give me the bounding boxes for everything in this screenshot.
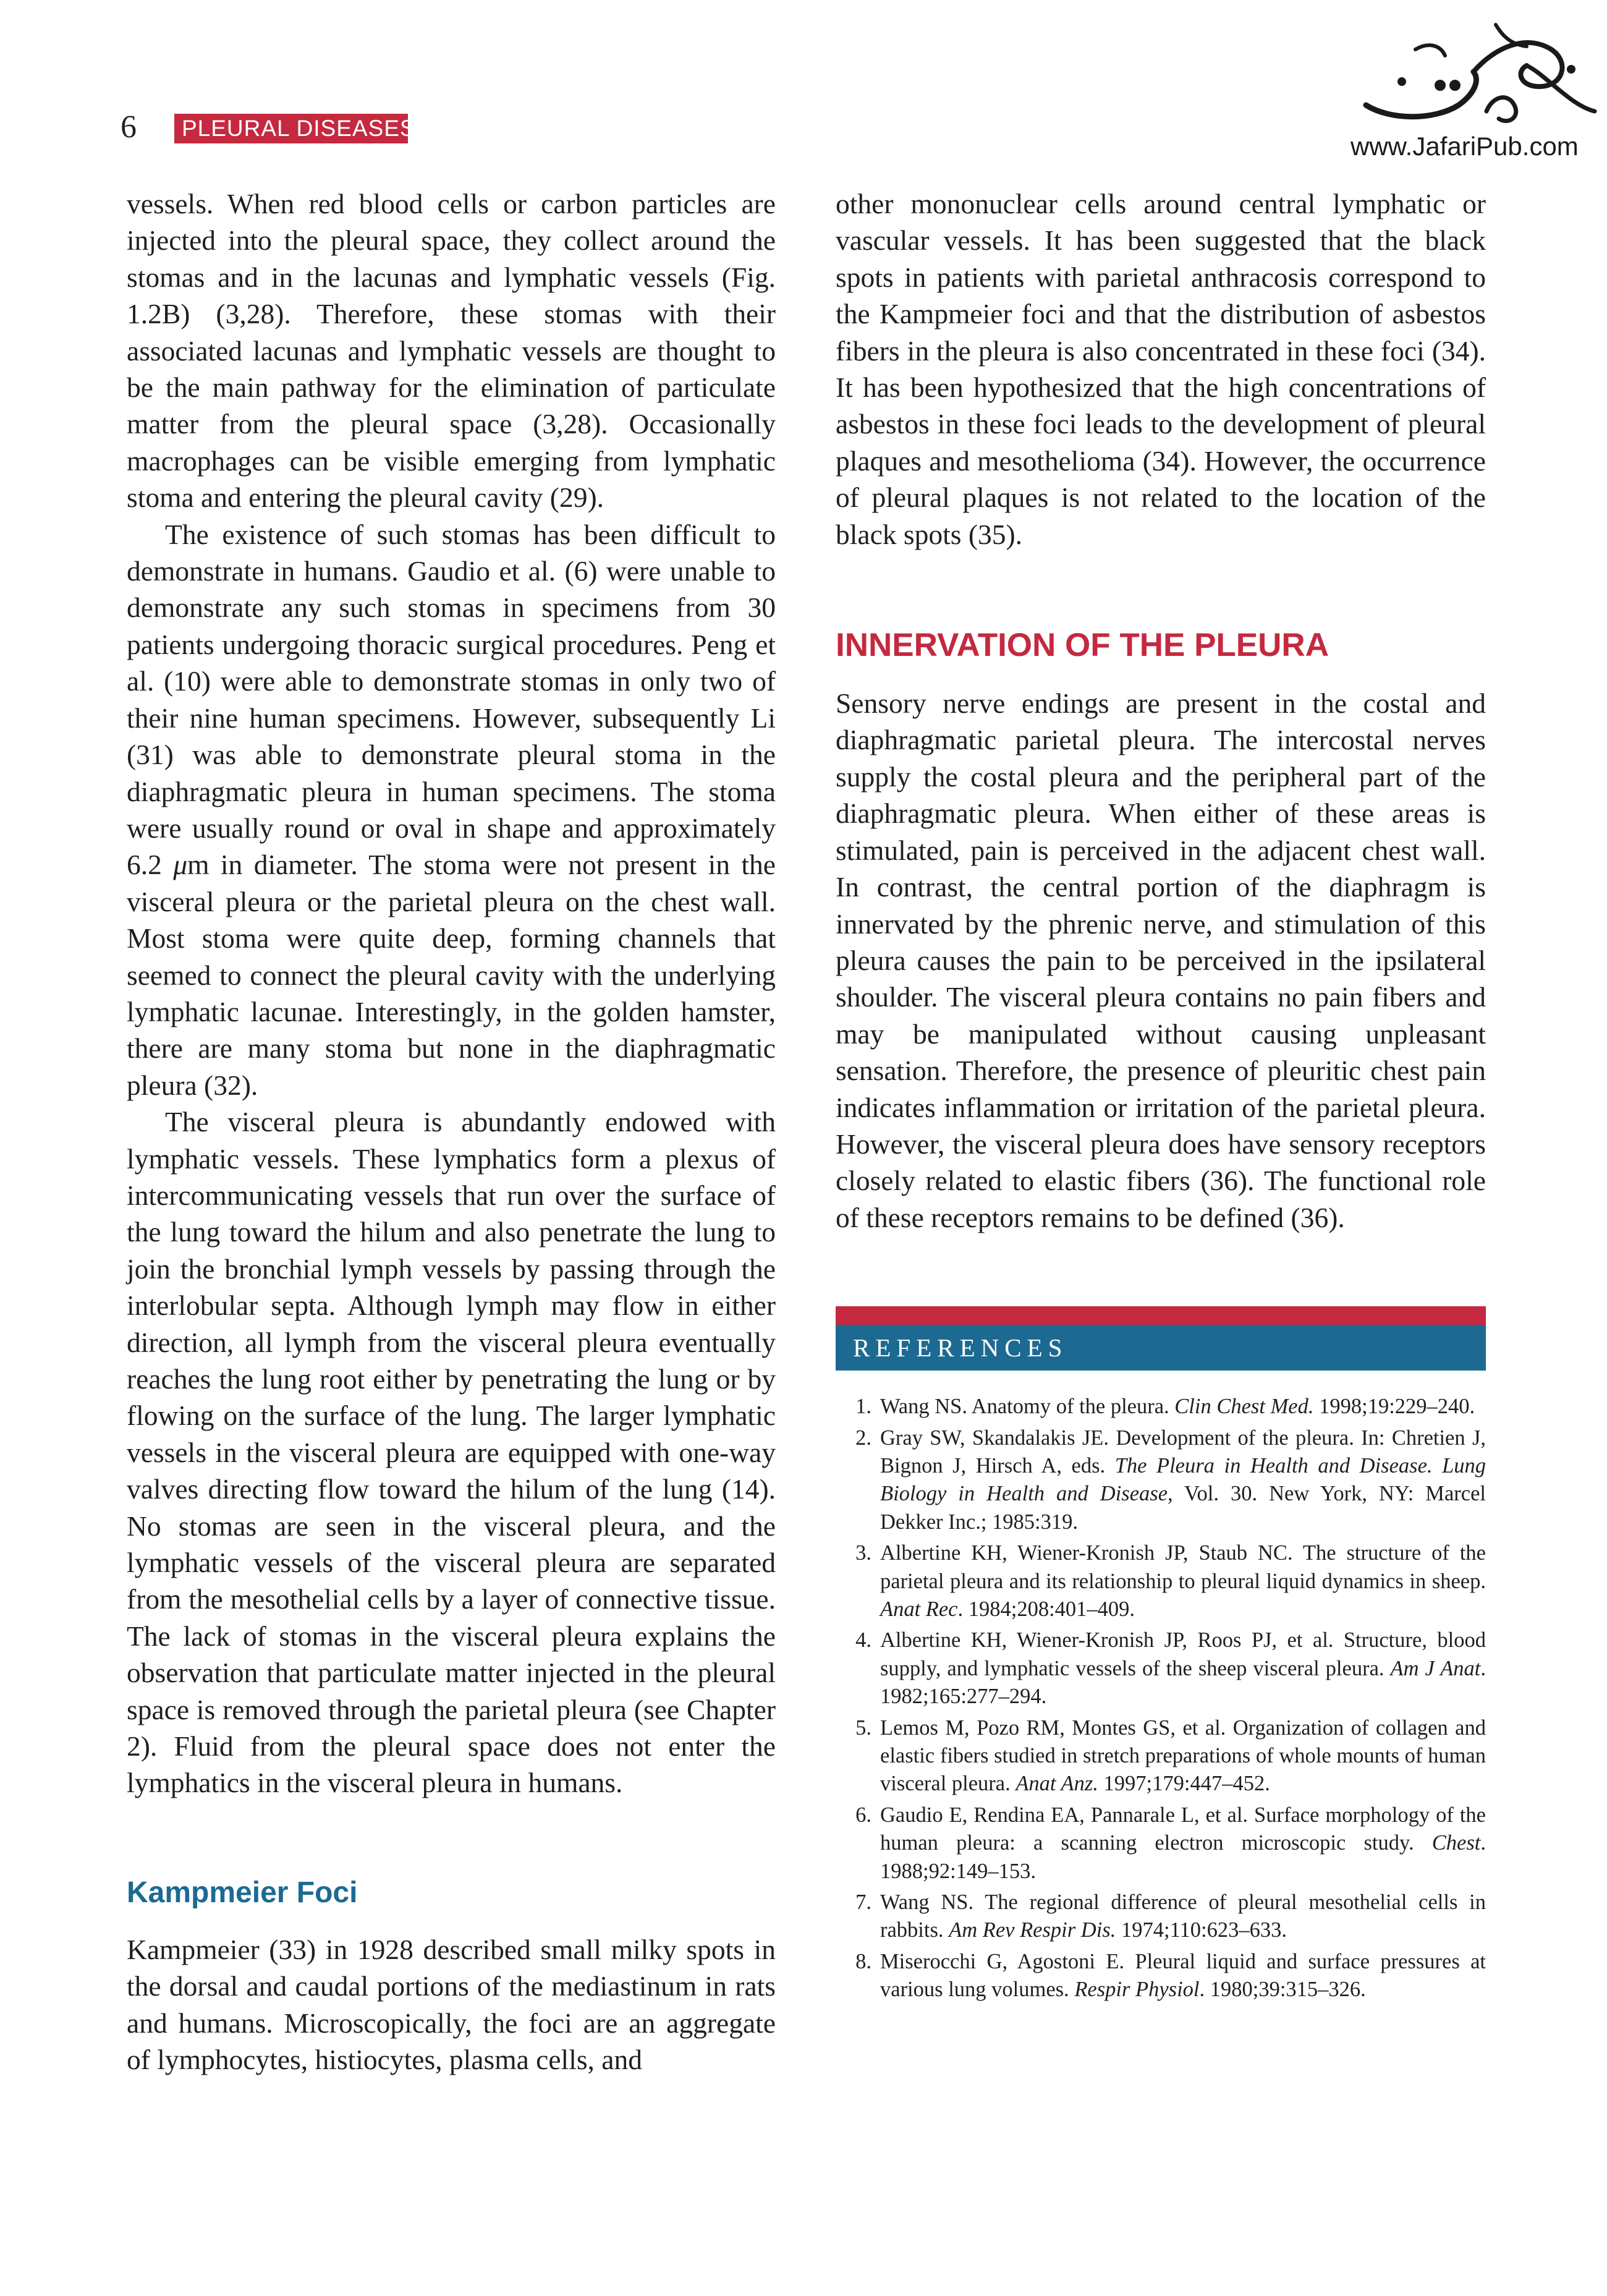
reference-number: 1. bbox=[855, 1395, 871, 1419]
reference-item bbox=[836, 1801, 1486, 1886]
reference-item bbox=[836, 1626, 1486, 1711]
reference-journal: The Pleura in Health and Disease. Lung Biology in Health and Disease, bbox=[880, 1453, 1486, 1506]
reference-journal: Respir Physiol bbox=[1074, 1978, 1200, 2002]
reference-number: 7. bbox=[855, 1890, 871, 1915]
reference-number: 2. bbox=[855, 1426, 871, 1450]
reference-text: Miserocchi G, Agostoni E. Pleural liquid and surface pressures at various lung volumes. bbox=[880, 1949, 1486, 2002]
reference-item bbox=[836, 1948, 1486, 2004]
subsection-heading: Kampmeier Foci bbox=[127, 1876, 358, 1909]
reference-citation: 1998;19:229–240. bbox=[1313, 1395, 1475, 1419]
paragraph: The visceral pleura is abundantly endowed with lymphatic vessels. These lymphatics form a plexus of intercommunicating vessels that run over the surface of the lung toward the hilum and also penetrate the lung to join the bronchial lymph vessels by passing through the interlobular septa. Although lymph may flow in either direction, all lymph from the visceral pleura eventually reaches the lung root either by penetrating the lung or by flowing on the surface of the lung. The larger lymphatic vessels in the visceral pleura are equipped with one-way valves directing flow toward the hilum of the lung (14). No stomas are seen in the visceral pleura, and the lymphatic vessels of the visceral pleura are separated from the mesothelial cells by a layer of connective tissue. The lack of stomas in the visceral pleura explains the observation that particulate matter injected in the pleural space is removed through the parietal pleura (see Chapter 2). Fluid from the pleural space does not enter the lymphatics in the visceral pleura in humans. bbox=[127, 1106, 776, 1799]
reference-journal: Anat Anz. bbox=[1016, 1772, 1098, 1796]
paragraph bbox=[127, 516, 776, 1104]
reference-text: Lemos M, Pozo RM, Montes GS, et al. Organization of collagen and elastic fibers studied in stretch preparations of whole mounts of human visceral pleura. bbox=[880, 1716, 1486, 1796]
reference-number: 5. bbox=[855, 1716, 871, 1740]
reference-list bbox=[836, 1393, 1486, 2004]
references-banner-accent bbox=[836, 1306, 1486, 1325]
page-number: 6 bbox=[121, 109, 137, 145]
reference-journal: Chest bbox=[1431, 1831, 1481, 1855]
reference-citation: Vol. 30. New York, NY: Marcel Dekker Inc.; 1985:319. bbox=[880, 1482, 1486, 1534]
paragraph: Kampmeier (33) in 1928 described small milky spots in the dorsal and caudal portions of the mediastinum in rats and humans. Microscopically, the foci are an aggregate of lymphocytes, histiocytes, plasma cells, and bbox=[127, 1933, 776, 2076]
reference-item bbox=[836, 1393, 1486, 1421]
reference-number: 6. bbox=[855, 1803, 871, 1827]
references-banner bbox=[836, 1306, 1486, 1371]
reference-number: 8. bbox=[855, 1949, 871, 1973]
reference-citation: . 1982;165:277–294. bbox=[880, 1656, 1486, 1709]
reference-journal: Anat Rec bbox=[880, 1597, 958, 1621]
section-heading: INNERVATION OF THE PLEURA bbox=[836, 627, 1329, 664]
reference-number: 3. bbox=[855, 1541, 871, 1565]
reference-text: Gray SW, Skandalakis JE. Development of the pleura. In: Chretien J, Bignon J, Hirsch A, eds. bbox=[880, 1426, 1486, 1478]
reference-item bbox=[836, 1889, 1486, 1945]
reference-text: Wang NS. The regional difference of pleural mesothelial cells in rabbits. bbox=[880, 1890, 1486, 1942]
publisher-url: www.JafariPub.com bbox=[1350, 132, 1579, 161]
paragraph-text: m in diameter. The stoma were not present in the visceral pleura or the parietal pleura on the chest wall. Most stoma were quite deep, forming channels that seemed to connect the pleural cavity with the underlying lymphatic lacunae. Interestingly, in the golden hamster, there are many stoma but none in the diaphragmatic pleura (32). bbox=[127, 849, 776, 1101]
paragraph: other mononuclear cells around central lymphatic or vascular vessels. It has been suggested that the black spots in patients with parietal anthracosis correspond to the Kampmeier foci and that the distribution of asbestos fibers in the pleura is also concentrated in these foci (34). It has been hypothesized that the high concentrations of asbestos in these foci leads to the development of pleural plaques and mesothelioma (34). However, the occurrence of pleural plaques is not related to the location of the black spots (35). bbox=[836, 188, 1486, 550]
reference-journal: Am J Anat bbox=[1390, 1656, 1481, 1680]
running-head: PLEURAL DISEASES bbox=[174, 114, 408, 143]
paragraph: Sensory nerve endings are present in the costal and diaphragmatic parietal pleura. The intercostal nerves supply the costal pleura and the peripheral part of the diaphragmatic pleura. When either of these areas is stimulated, pain is perceived in the adjacent chest wall. In contrast, the central portion of the diaphragm is innervated by the phrenic nerve, and stimulation of this pleura causes the pain to be perceived in the ipsilateral shoulder. The visceral pleura contains no pain fibers and may be manipulated without causing unpleasant sensation. Therefore, the presence of pleuritic chest pain indicates inflammation or irritation of the parietal pleura. However, the visceral pleura does have sensory receptors closely related to elastic fibers (36). The functional role of these receptors remains to be defined (36). bbox=[836, 687, 1486, 1233]
reference-text: Albertine KH, Wiener-Kronish JP, Roos PJ, et al. Structure, blood supply, and lymphatic vessels of the sheep visceral pleura. bbox=[880, 1628, 1486, 1680]
mu-symbol: μ bbox=[173, 849, 188, 881]
reference-text: Gaudio E, Rendina EA, Pannarale L, et al. Surface morphology of the human pleura: a scanning electron microscopic study. bbox=[880, 1803, 1486, 1855]
reference-text: Albertine KH, Wiener-Kronish JP, Staub NC. The structure of the parietal pleura and its relationship to pleural liquid dynamics in sheep. bbox=[880, 1541, 1486, 1593]
reference-text: Wang NS. Anatomy of the pleura. bbox=[880, 1395, 1175, 1419]
reference-number: 4. bbox=[855, 1628, 871, 1652]
calligraphy-logo-icon bbox=[1341, 12, 1601, 136]
reference-citation: . 1980;39:315–326. bbox=[1199, 1978, 1366, 2002]
reference-journal: Clin Chest Med. bbox=[1174, 1395, 1314, 1419]
reference-citation: . 1984;208:401–409. bbox=[957, 1597, 1135, 1621]
references-title: REFERENCES bbox=[836, 1325, 1486, 1371]
reference-item bbox=[836, 1424, 1486, 1537]
reference-journal: Am Rev Respir Dis. bbox=[949, 1918, 1116, 1942]
paragraph: vessels. When red blood cells or carbon particles are injected into the pleural space, they collect around the stomas and in the lacunas and lymphatic vessels (Fig. 1.2B) (3,28). Therefore, these stomas with their associated lacunas and lymphatic vessels are thought to be the main pathway for the elimination of particulate matter from the pleural space (3,28). Occasionally macrophages can be visible emerging from lymphatic stoma and entering the pleural cavity (29). bbox=[127, 188, 776, 514]
reference-item bbox=[836, 1539, 1486, 1623]
right-column bbox=[836, 185, 1486, 2007]
reference-item bbox=[836, 1714, 1486, 1798]
reference-citation: 1974;110:623–633. bbox=[1116, 1918, 1287, 1942]
paragraph-text: The existence of such stomas has been difficult to demonstrate in humans. Gaudio et al. (6) were unable to demonstrate any such stomas in specimens from 30 patients undergoing thoracic surgical procedures. Peng et al. (10) were able to demonstrate stomas in only two of their nine human specimens. However, subsequently Li (31) was able to demonstrate pleural stoma in the diaphragmatic pleura in human specimens. The stoma were usually round or oval in shape and approximately 6.2 bbox=[127, 518, 776, 881]
reference-citation: 1997;179:447–452. bbox=[1098, 1772, 1270, 1796]
left-column bbox=[127, 185, 776, 2078]
reference-citation: . 1988;92:149–153. bbox=[880, 1831, 1486, 1883]
